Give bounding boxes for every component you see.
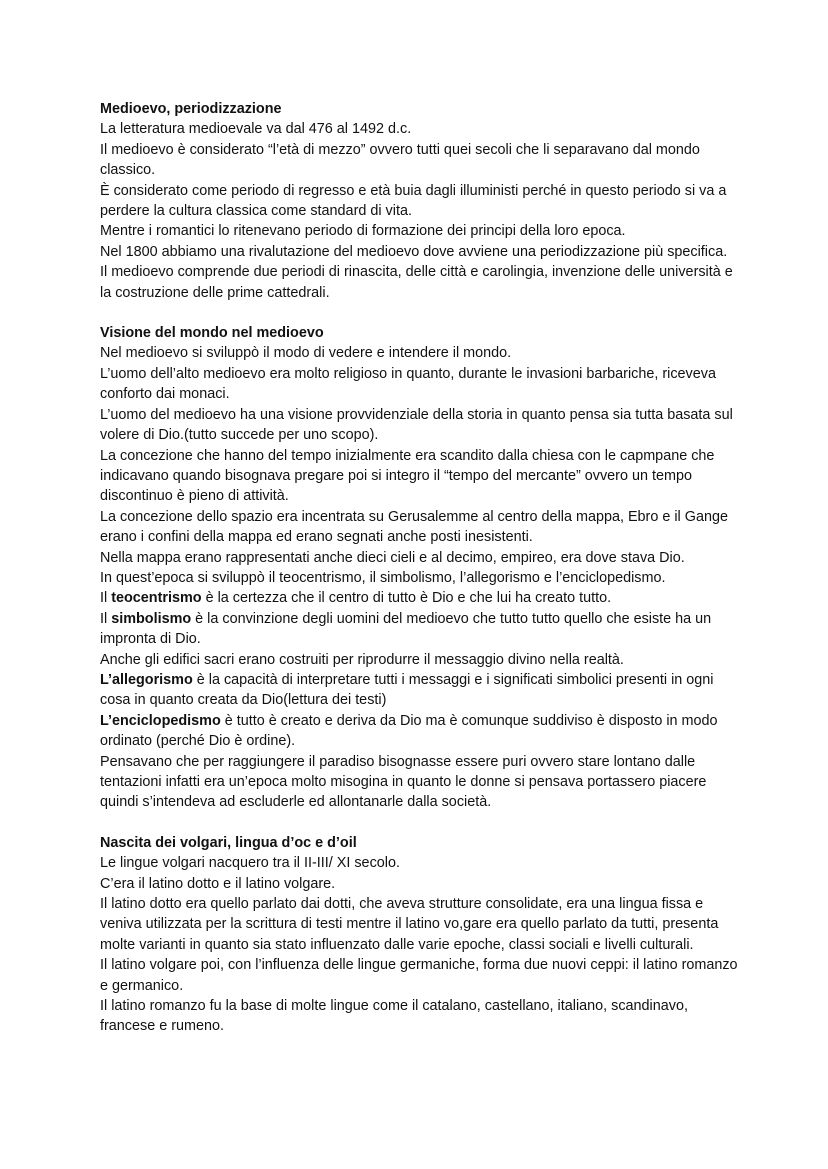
text-run: è la convinzione degli uomini del medioevo che tutto tutto quello che esiste ha un impronta di Dio. [100, 610, 712, 648]
paragraph [100, 609, 740, 650]
text-run: È considerato come periodo di regresso e età buia dagli illuministi perché in questo periodo si va a perdere la cultura classica come standard di vita. [100, 182, 727, 220]
paragraph [100, 364, 740, 405]
paragraph [100, 955, 740, 996]
section-nascita-volgari [100, 833, 740, 1037]
text-run: C’era il latino dotto e il latino volgare. [100, 875, 336, 892]
text-run: è la capacità di interpretare tutti i messaggi e i significati simbolici presenti in ogni cosa in quanto creata da Dio(lettura dei testi) [100, 671, 714, 709]
paragraph [100, 343, 740, 363]
section-heading: Visione del mondo nel medioevo [100, 325, 324, 342]
text-run: Il latino dotto era quello parlato dai dotti, che aveva strutture consolidate, era una lingua fissa e veniva utilizzata per la scrittura di testi mentre il latino vo,gare era quello parlato da tutti, presenta molte varianti in quanto sia stato influenzato dalle varie epoche, classi sociali e livelli culturali. [100, 896, 719, 953]
paragraph [100, 140, 740, 181]
section-body [100, 853, 740, 1037]
paragraph [100, 996, 740, 1037]
paragraph [100, 548, 740, 568]
paragraph [100, 119, 740, 139]
text-run: è la certezza che il centro di tutto è Dio e che lui ha creato tutto. [201, 590, 612, 607]
paragraph [100, 446, 740, 507]
text-run: Il [100, 590, 112, 607]
text-run: Nel medioevo si sviluppò il modo di vedere e intendere il mondo. [100, 345, 512, 362]
bold-term: simbolismo [111, 610, 192, 627]
paragraph [100, 711, 740, 752]
document-page [100, 99, 740, 1057]
section-body [100, 119, 740, 303]
text-run: L’uomo del medioevo ha una visione provvidenziale della storia in quanto pensa sia tutta basata sul volere di Dio.(tutto succede per uno scopo). [100, 406, 733, 444]
section-visione-del-mondo [100, 323, 740, 813]
text-run: Il latino volgare poi, con l’influenza delle lingue germaniche, forma due nuovi ceppi: il latino romanzo e germanico. [100, 957, 738, 994]
paragraph [100, 650, 740, 670]
paragraph [100, 507, 740, 548]
section-periodizzazione [100, 99, 740, 303]
text-run: Nella mappa erano rappresentati anche dieci cieli e al decimo, empireo, era dove stava Dio. [100, 549, 685, 566]
paragraph [100, 588, 740, 608]
paragraph [100, 405, 740, 446]
section-body [100, 343, 740, 812]
text-run: Il medioevo comprende due periodi di rinascita, delle città e carolingia, invenzione delle università e la costruzione delle prime cattedrali. [100, 264, 733, 301]
text-run: La concezione che hanno del tempo inizialmente era scandito dalla chiesa con le capmpane che indicavano quando bisognava pregare poi si integro il “tempo del mercante” ovvero un tempo discontinuo è pieno di attività. [100, 447, 715, 505]
text-run: In quest’epoca si sviluppò il teocentrismo, il simbolismo, l’allegorismo e l’enciclopedismo. [100, 569, 666, 586]
bold-term: teocentrismo [111, 590, 202, 607]
paragraph [100, 221, 740, 241]
text-run: Il medioevo è considerato “l’età di mezzo” ovvero tutti quei secoli che li separavano dal mondo classico. [100, 141, 700, 179]
bold-term: L’enciclopedismo [100, 712, 221, 729]
paragraph [100, 262, 740, 303]
text-run: Nel 1800 abbiamo una rivalutazione del medioevo dove avviene una periodizzazione più specifica. [100, 243, 728, 260]
text-run: Pensavano che per raggiungere il paradiso bisognasse essere puri ovvero stare lontano dalle tentazioni infatti era un’epoca molto misogina in quanto le donne si pensava portassero piacere quindi s’intendeva ad escluderle ed allontanarle dalla società. [100, 753, 707, 811]
text-run: è tutto è creato e deriva da Dio ma è comunque suddiviso è disposto in modo ordinato (perché Dio è ordine). [100, 712, 718, 750]
text-run: Il latino romanzo fu la base di molte lingue come il catalano, castellano, italiano, scandinavo, francese e rumeno. [100, 998, 688, 1035]
text-run: La concezione dello spazio era incentrata su Gerusalemme al centro della mappa, Ebro e il Gange erano i confini della mappa ed erano segnati anche posti inesistenti. [100, 508, 728, 546]
paragraph [100, 181, 740, 222]
paragraph [100, 874, 740, 894]
section-heading: Nascita dei volgari, lingua d’oc e d’oil [100, 834, 357, 851]
paragraph [100, 752, 740, 813]
text-run: Il [100, 610, 112, 627]
paragraph [100, 894, 740, 955]
text-run: L’uomo dell’alto medioevo era molto religioso in quanto, durante le invasioni barbariche, riceveva conforto dai monaci. [100, 365, 716, 403]
paragraph [100, 670, 740, 711]
paragraph [100, 568, 740, 588]
text-run: Mentre i romantici lo ritenevano periodo di formazione dei principi della loro epoca. [100, 223, 626, 240]
bold-term: L’allegorismo [100, 671, 193, 688]
paragraph [100, 853, 740, 873]
section-heading: Medioevo, periodizzazione [100, 101, 282, 117]
text-run: Le lingue volgari nacquero tra il II-III/ XI secolo. [100, 855, 400, 872]
paragraph [100, 242, 740, 262]
text-run: La letteratura medioevale va dal 476 al 1492 d.c. [100, 121, 412, 138]
text-run: Anche gli edifici sacri erano costruiti per riprodurre il messaggio divino nella realtà. [100, 651, 624, 668]
